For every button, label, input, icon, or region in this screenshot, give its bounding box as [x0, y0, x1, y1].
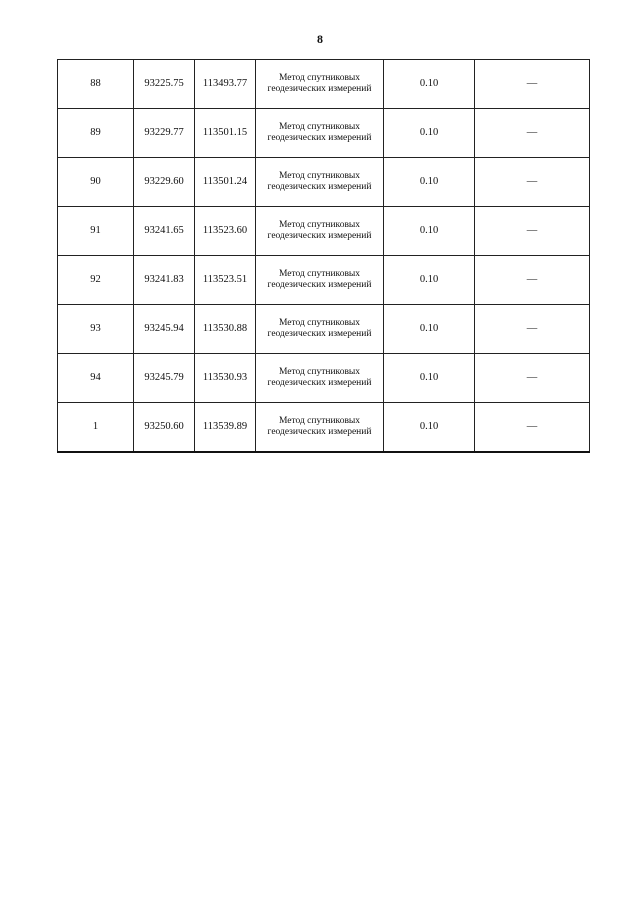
y-coordinate-cell: 113501.15 [195, 109, 256, 158]
point-number-cell: 92 [58, 256, 134, 305]
x-coordinate-cell: 93241.65 [134, 207, 195, 256]
y-coordinate-cell: 113530.93 [195, 354, 256, 403]
y-coordinate-cell: 113539.89 [195, 403, 256, 453]
x-coordinate-cell: 93245.94 [134, 305, 195, 354]
table-row [58, 305, 590, 354]
method-cell: Метод спутниковых геодезических измерений [256, 403, 384, 453]
description-cell: — [475, 256, 590, 305]
table-row [58, 60, 590, 109]
page-number: 8 [317, 32, 323, 46]
x-coordinate-cell: 93245.79 [134, 354, 195, 403]
x-coordinate-cell: 93225.75 [134, 60, 195, 109]
description-cell: — [475, 207, 590, 256]
y-coordinate-cell: 113523.51 [195, 256, 256, 305]
method-cell: Метод спутниковых геодезических измерений [256, 256, 384, 305]
x-coordinate-cell: 93241.83 [134, 256, 195, 305]
table-row [58, 403, 590, 453]
accuracy-cell: 0.10 [384, 403, 475, 453]
method-cell: Метод спутниковых геодезических измерений [256, 207, 384, 256]
accuracy-cell: 0.10 [384, 60, 475, 109]
point-number-cell: 89 [58, 109, 134, 158]
point-number-cell: 94 [58, 354, 134, 403]
coordinates-table [57, 59, 590, 453]
description-cell: — [475, 305, 590, 354]
table-row [58, 158, 590, 207]
point-number-cell: 1 [58, 403, 134, 453]
accuracy-cell: 0.10 [384, 109, 475, 158]
point-number-cell: 91 [58, 207, 134, 256]
point-number-cell: 88 [58, 60, 134, 109]
coordinates-table-body [58, 60, 590, 453]
accuracy-cell: 0.10 [384, 207, 475, 256]
accuracy-cell: 0.10 [384, 158, 475, 207]
y-coordinate-cell: 113493.77 [195, 60, 256, 109]
method-cell: Метод спутниковых геодезических измерений [256, 109, 384, 158]
method-cell: Метод спутниковых геодезических измерений [256, 158, 384, 207]
table-row [58, 207, 590, 256]
description-cell: — [475, 403, 590, 453]
accuracy-cell: 0.10 [384, 354, 475, 403]
method-cell: Метод спутниковых геодезических измерений [256, 305, 384, 354]
description-cell: — [475, 109, 590, 158]
description-cell: — [475, 158, 590, 207]
method-cell: Метод спутниковых геодезических измерений [256, 354, 384, 403]
table-row [58, 256, 590, 305]
x-coordinate-cell: 93250.60 [134, 403, 195, 453]
y-coordinate-cell: 113530.88 [195, 305, 256, 354]
point-number-cell: 90 [58, 158, 134, 207]
y-coordinate-cell: 113523.60 [195, 207, 256, 256]
point-number-cell: 93 [58, 305, 134, 354]
table-row [58, 109, 590, 158]
accuracy-cell: 0.10 [384, 256, 475, 305]
x-coordinate-cell: 93229.77 [134, 109, 195, 158]
table-row [58, 354, 590, 403]
description-cell: — [475, 354, 590, 403]
y-coordinate-cell: 113501.24 [195, 158, 256, 207]
x-coordinate-cell: 93229.60 [134, 158, 195, 207]
method-cell: Метод спутниковых геодезических измерений [256, 60, 384, 109]
accuracy-cell: 0.10 [384, 305, 475, 354]
description-cell: — [475, 60, 590, 109]
